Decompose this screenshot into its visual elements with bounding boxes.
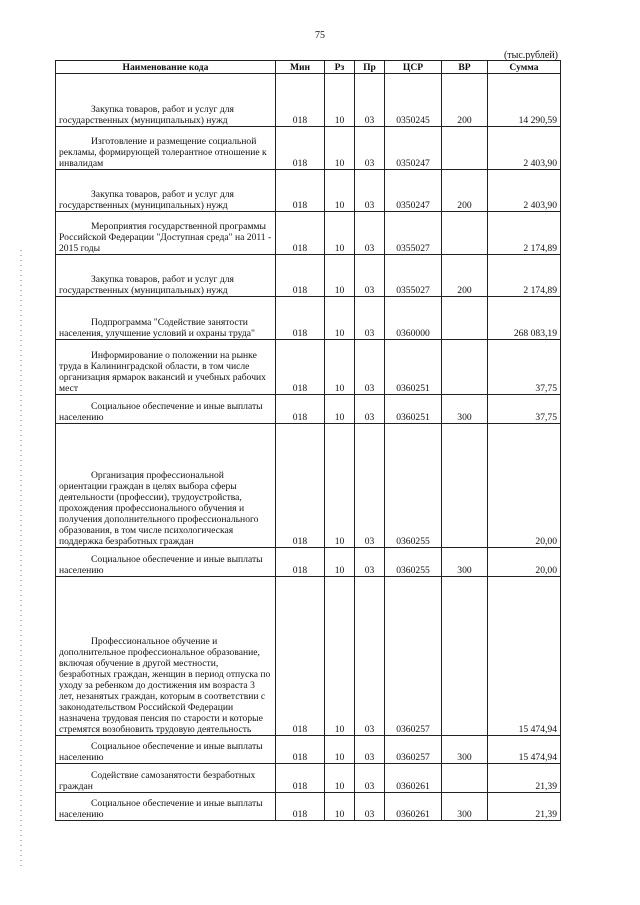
row-sum: 2 403,90: [488, 127, 561, 170]
row-pr: 03: [355, 212, 385, 255]
row-vr: [442, 340, 488, 395]
row-rz: 10: [325, 340, 355, 395]
row-name: Профессиональное обучение и дополнительное профессиональное образование, включая обучение в другой местности, безработных граждан, женщин в период отпуска по уходу за ребенком до достижения им возраста 3 лет, незанятых граждан, которым в соответствии с законодательством Российской Федерации назначена трудовая пенсия по старости и которые стремятся возобновить трудовую деятельность: [56, 577, 276, 736]
row-name: Социальное обеспечение и иные выплаты населению: [56, 395, 276, 424]
row-min: 018: [276, 577, 325, 736]
table-row: [56, 255, 561, 297]
row-vr: [442, 577, 488, 736]
row-min: 018: [276, 74, 325, 127]
row-sum: 15 474,94: [488, 577, 561, 736]
row-min: 018: [276, 793, 325, 821]
page-number: 75: [315, 30, 325, 41]
row-sum: 268 083,19: [488, 297, 561, 340]
row-csr: 0360261: [385, 764, 442, 793]
row-csr: 0350247: [385, 127, 442, 170]
row-name: Мероприятия государственной программы Российской Федерации "Доступная среда" на 2011 - 2015 годы: [56, 212, 276, 255]
row-min: 018: [276, 212, 325, 255]
header-min: Мин: [276, 61, 325, 74]
row-rz: 10: [325, 255, 355, 297]
row-csr: 0355027: [385, 255, 442, 297]
table-row: [56, 736, 561, 764]
table-row: [56, 170, 561, 212]
row-rz: 10: [325, 127, 355, 170]
row-pr: 03: [355, 736, 385, 764]
row-vr: 200: [442, 170, 488, 212]
row-csr: 0360000: [385, 297, 442, 340]
row-sum: 15 474,94: [488, 736, 561, 764]
row-min: 018: [276, 170, 325, 212]
table-row: [56, 793, 561, 821]
table-row: [56, 74, 561, 127]
row-csr: 0360261: [385, 793, 442, 821]
budget-table: [55, 60, 561, 821]
row-csr: 0360251: [385, 395, 442, 424]
table-row: [56, 424, 561, 548]
row-rz: 10: [325, 736, 355, 764]
row-min: 018: [276, 764, 325, 793]
row-name: Социальное обеспечение и иные выплаты населению: [56, 736, 276, 764]
row-name: Содействие самозанятости безработных граждан: [56, 764, 276, 793]
row-sum: 2 403,90: [488, 170, 561, 212]
row-vr: [442, 764, 488, 793]
row-min: 018: [276, 424, 325, 548]
row-vr: [442, 424, 488, 548]
row-name: Социальное обеспечение и иные выплаты населению: [56, 793, 276, 821]
row-vr: [442, 127, 488, 170]
row-vr: [442, 212, 488, 255]
row-csr: 0360257: [385, 736, 442, 764]
row-pr: 03: [355, 170, 385, 212]
row-name: Подпрограмма "Содействие занятости населения, улучшение условий и охраны труда": [56, 297, 276, 340]
row-name: Изготовление и размещение социальной рекламы, формирующей толерантное отношение к инвалидам: [56, 127, 276, 170]
row-csr: 0350247: [385, 170, 442, 212]
table-header-row: [56, 61, 561, 74]
row-min: 018: [276, 255, 325, 297]
row-rz: 10: [325, 764, 355, 793]
row-csr: 0350245: [385, 74, 442, 127]
table-row: [56, 297, 561, 340]
row-name: Социальное обеспечение и иные выплаты населению: [56, 548, 276, 577]
table-row: [56, 577, 561, 736]
header-rz: Рз: [325, 61, 355, 74]
row-rz: 10: [325, 395, 355, 424]
row-vr: 200: [442, 74, 488, 127]
row-rz: 10: [325, 577, 355, 736]
row-pr: 03: [355, 577, 385, 736]
row-name: Информирование о положении на рынке труда в Калининградской области, в том числе организация ярмарок вакансий и учебных рабочих мест: [56, 340, 276, 395]
row-pr: 03: [355, 764, 385, 793]
row-rz: 10: [325, 170, 355, 212]
row-min: 018: [276, 340, 325, 395]
header-pr: Пр: [355, 61, 385, 74]
binding-holes: [20, 250, 22, 870]
row-rz: 10: [325, 297, 355, 340]
row-sum: 20,00: [488, 548, 561, 577]
row-csr: 0360255: [385, 548, 442, 577]
row-vr: 300: [442, 548, 488, 577]
row-min: 018: [276, 736, 325, 764]
row-min: 018: [276, 395, 325, 424]
row-sum: 37,75: [488, 395, 561, 424]
row-sum: 37,75: [488, 340, 561, 395]
row-sum: 20,00: [488, 424, 561, 548]
row-sum: 2 174,89: [488, 255, 561, 297]
row-name: Организация профессиональной ориентации граждан в целях выбора сферы деятельности (профессии), трудоустройства, прохождения профессионального обучения и получения дополнительного профессионального образования, в том числе психологическая поддержка безработных граждан: [56, 424, 276, 548]
row-csr: 0355027: [385, 212, 442, 255]
header-name: Наименование кода: [56, 61, 276, 74]
header-sum: Сумма: [488, 61, 561, 74]
row-name: Закупка товаров, работ и услуг для государственных (муниципальных) нужд: [56, 170, 276, 212]
table-row: [56, 212, 561, 255]
units-label: (тыс.рублей): [503, 50, 558, 61]
row-pr: 03: [355, 793, 385, 821]
row-name: Закупка товаров, работ и услуг для государственных (муниципальных) нужд: [56, 255, 276, 297]
row-vr: 300: [442, 736, 488, 764]
row-pr: 03: [355, 74, 385, 127]
table-row: [56, 340, 561, 395]
row-sum: 21,39: [488, 793, 561, 821]
row-csr: 0360257: [385, 577, 442, 736]
row-csr: 0360251: [385, 340, 442, 395]
row-pr: 03: [355, 548, 385, 577]
row-vr: 300: [442, 793, 488, 821]
row-rz: 10: [325, 74, 355, 127]
row-sum: 2 174,89: [488, 212, 561, 255]
row-min: 018: [276, 127, 325, 170]
row-rz: 10: [325, 793, 355, 821]
table-row: [56, 395, 561, 424]
row-pr: 03: [355, 127, 385, 170]
row-rz: 10: [325, 548, 355, 577]
row-pr: 03: [355, 395, 385, 424]
row-vr: 300: [442, 395, 488, 424]
row-csr: 0360255: [385, 424, 442, 548]
row-pr: 03: [355, 297, 385, 340]
header-csr: ЦСР: [385, 61, 442, 74]
row-sum: 21,39: [488, 764, 561, 793]
row-min: 018: [276, 297, 325, 340]
row-name: Закупка товаров, работ и услуг для государственных (муниципальных) нужд: [56, 74, 276, 127]
row-vr: [442, 297, 488, 340]
row-sum: 14 290,59: [488, 74, 561, 127]
row-pr: 03: [355, 424, 385, 548]
row-min: 018: [276, 548, 325, 577]
row-pr: 03: [355, 340, 385, 395]
row-pr: 03: [355, 255, 385, 297]
row-vr: 200: [442, 255, 488, 297]
row-rz: 10: [325, 212, 355, 255]
table-row: [56, 548, 561, 577]
row-rz: 10: [325, 424, 355, 548]
header-vr: ВР: [442, 61, 488, 74]
table-row: [56, 764, 561, 793]
table-row: [56, 127, 561, 170]
